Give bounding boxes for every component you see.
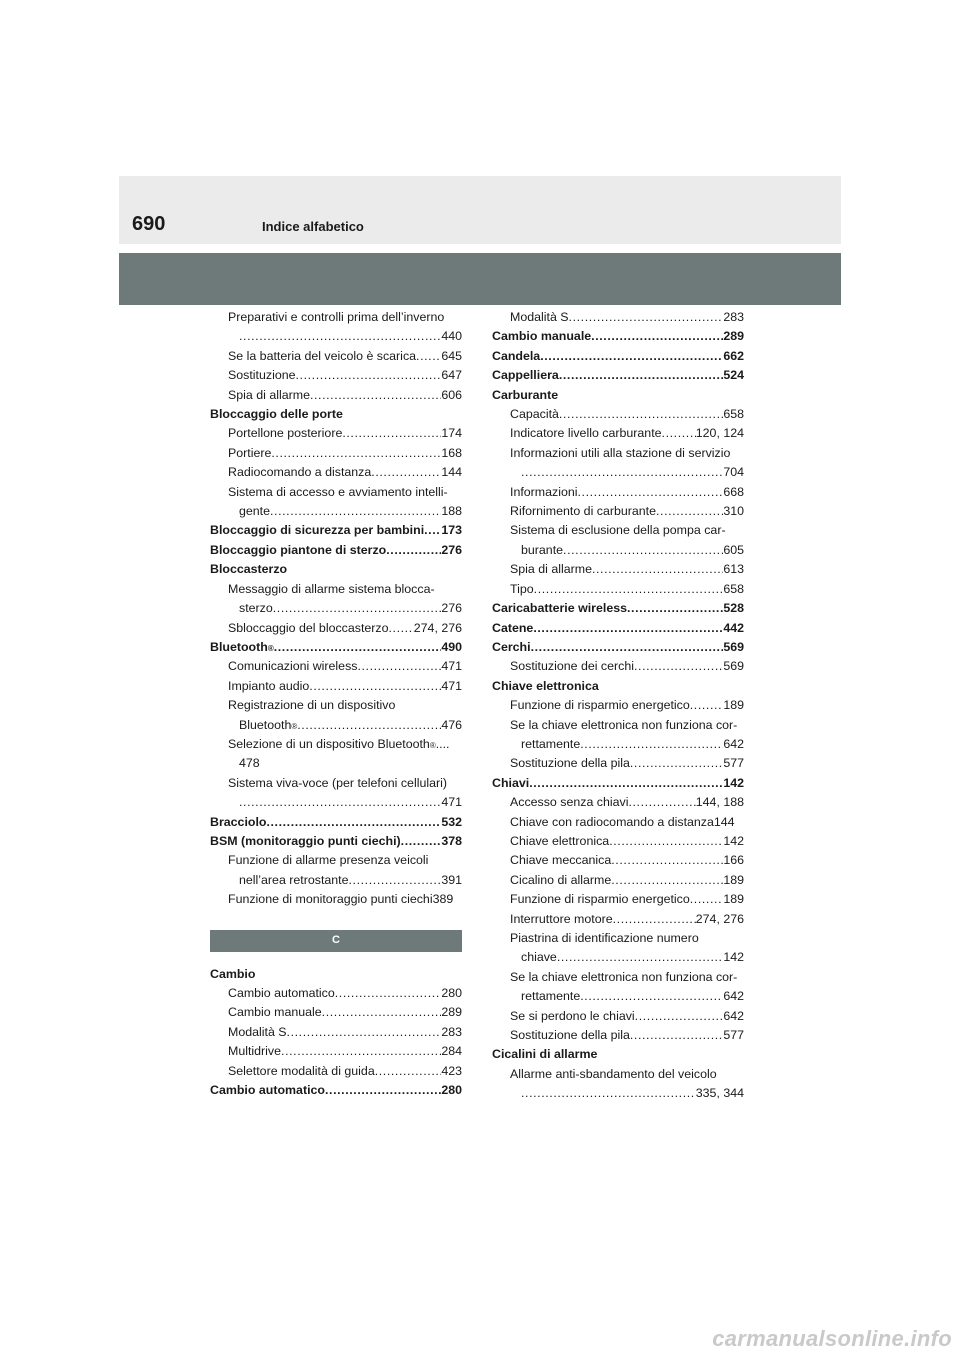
index-entry-page: 642 (723, 736, 744, 751)
index-entry-text: Cambio automatico (228, 986, 335, 1000)
index-entry-text: Radiocomando a distanza (228, 465, 372, 480)
index-entry-page: 569 (723, 659, 744, 674)
leader-dots (580, 987, 723, 1006)
index-entry-text: Se la chiave elettronica non funziona cor- (510, 969, 738, 984)
index-entry (210, 308, 462, 327)
index-entry-text: Se la chiave elettronica non funziona cor- (510, 717, 738, 732)
leader-dots (297, 716, 441, 735)
index-entry-text: Informazioni utili alla stazione di servizio (510, 445, 731, 460)
index-entry-page: 289 (723, 329, 744, 344)
index-entry-text: chiave (521, 950, 557, 965)
leader-dots (611, 851, 723, 870)
leader-dots (296, 366, 442, 385)
index-entry-text: rettamente (521, 736, 581, 751)
index-entry-text: Funzione di risparmio energetico (510, 698, 690, 713)
leader-dots (690, 890, 724, 909)
index-entry (492, 580, 744, 599)
index-entry (210, 832, 462, 851)
index-entry (492, 968, 744, 987)
index-entry-text: Spia di allarme (510, 562, 592, 577)
index-entry-text: Multidrive (228, 1044, 282, 1059)
leader-dots (580, 735, 723, 754)
index-entry (210, 984, 462, 1003)
index-entry (210, 851, 462, 870)
index-entry-text: Cambio manuale (228, 1005, 322, 1020)
index-entry (492, 716, 744, 735)
index-entry (210, 580, 462, 599)
index-entry-text: Comunicazioni wireless (228, 659, 358, 674)
index-entry-page: 276 (441, 542, 462, 557)
index-entry (492, 638, 744, 657)
index-entry-page: 569 (723, 639, 744, 654)
leader-dots (521, 463, 723, 482)
leader-dots (371, 463, 441, 482)
index-entry-text: Interruttore motore (510, 911, 613, 926)
leader-dots (628, 793, 695, 812)
index-entry-text: Informazioni (510, 484, 578, 499)
index-entry (492, 890, 744, 909)
index-entry-text: Preparativi e controlli prima dell’inverno (228, 310, 445, 324)
index-entry-page: 173 (441, 523, 462, 538)
index-entry (210, 1062, 462, 1081)
index-entry (492, 424, 744, 443)
index-entry (210, 965, 462, 984)
index-entry (492, 929, 744, 948)
index-entry-text: Chiave elettronica (510, 833, 610, 848)
leader-dots (375, 1062, 442, 1081)
index-entry-text: Capacità (510, 407, 559, 422)
index-entry (492, 987, 744, 1006)
index-entry-page: 335, 344 (695, 1086, 744, 1101)
index-entry-page: 189 (723, 872, 744, 887)
index-entry (210, 483, 462, 502)
index-entry-text: Funzione di monitoraggio punti ciechi389 (228, 892, 454, 907)
leader-dots (592, 560, 723, 579)
index-entry (492, 308, 744, 327)
index-entry-text: Cambio (210, 966, 256, 981)
index-column-right (492, 308, 744, 1104)
index-entry-text: Bloccaggio delle porte (210, 407, 343, 422)
index-entry-page: 471 (441, 678, 462, 693)
index-entry-text: Funzione di risparmio energetico (510, 892, 690, 907)
index-entry-text: Spia di allarme (228, 387, 310, 402)
index-entry (492, 948, 744, 967)
index-entry-text: gente (239, 504, 271, 519)
index-entry-text: Chiave meccanica (510, 853, 612, 868)
leader-dots (389, 619, 414, 638)
index-entry (492, 735, 744, 754)
index-entry (210, 424, 462, 443)
leader-dots (274, 638, 442, 657)
header-band (119, 253, 841, 305)
index-entry (210, 871, 462, 890)
index-entry-page: 166 (723, 853, 744, 868)
index-entry-page: 174 (441, 426, 462, 441)
index-entry (210, 774, 462, 793)
index-entry (492, 599, 744, 618)
leader-dots (287, 1023, 442, 1042)
index-entry-text: Cicalini di allarme (492, 1047, 598, 1062)
index-entry (492, 366, 744, 385)
index-entry (492, 813, 744, 832)
index-entry-text: Tipo (510, 581, 534, 596)
index-entry-page: 280 (441, 986, 462, 1000)
letter-heading-label: C (332, 933, 340, 946)
leader-dots (424, 521, 441, 540)
watermark: carmanualsonline.info (712, 1326, 952, 1351)
index-entry: Bluetooth ® ..... 476 (210, 716, 462, 735)
leader-dots (239, 327, 441, 346)
leader-dots (690, 696, 724, 715)
index-entry (492, 696, 744, 715)
leader-dots (342, 424, 441, 443)
index-entry-page: 310 (723, 504, 744, 519)
leader-dots (609, 832, 723, 851)
leader-dots (630, 1026, 723, 1045)
index-list-right (492, 308, 744, 1104)
index-entry-page: 274, 276 (413, 620, 462, 635)
index-entry (492, 1065, 744, 1084)
index-entry (210, 890, 462, 909)
page-header (119, 176, 841, 244)
leader-dots (273, 599, 442, 618)
index-entry-text: Selezione di un dispositivo Bluetooth (228, 736, 430, 751)
index-entry-page: 668 (723, 484, 744, 499)
leader-dots (630, 754, 723, 773)
index-entry-page: 289 (441, 1005, 462, 1020)
leader-dots (591, 327, 723, 346)
index-entry (492, 347, 744, 366)
index-entry-text: Se la batteria del veicolo è scarica (228, 348, 417, 363)
index-entry (210, 813, 462, 832)
index-entry-page: 120, 124 (695, 426, 744, 441)
leader-dots (521, 1084, 696, 1103)
index-entry-text: Piastrina di identificazione numero (510, 931, 699, 945)
index-entry-text: Cappelliera (492, 368, 559, 383)
index-entry-page: 283 (441, 1024, 462, 1039)
index-entry-page: 606 (441, 387, 462, 402)
leader-dots (534, 580, 724, 599)
index-entry-text: Sbloccaggio del bloccasterzo (228, 620, 389, 635)
index-entry (210, 386, 462, 405)
index-entry-page: 280 (441, 1083, 462, 1098)
leader-dots (559, 366, 724, 385)
index-entry-text: Chiave con radiocomando a distanza144 (510, 814, 735, 829)
leader-dots (557, 948, 723, 967)
index-entry-text: Impianto audio (228, 678, 310, 693)
index-entry-text: burante (521, 542, 564, 557)
index-entry-page: 490 (441, 639, 462, 654)
index-entry-page: 471 (441, 659, 462, 674)
index-entry-page: 532 (441, 814, 462, 829)
index-entry (210, 366, 462, 385)
index-entry-text: Cambio automatico (210, 1083, 325, 1098)
index-entry (492, 793, 744, 812)
index-entry-page: 704 (723, 465, 744, 480)
index-entry-page: 142 (723, 775, 744, 790)
index-entry-page: 276 (441, 601, 462, 616)
index-entry (492, 910, 744, 929)
leader-dots (386, 541, 441, 560)
index-entry (210, 619, 462, 638)
index-entry-text: Bluetooth (210, 639, 268, 654)
index-entry-page: 528 (723, 601, 744, 616)
index-entry-page: 144 (441, 465, 462, 480)
index-entry-page: 142 (723, 950, 744, 965)
leader-dots (662, 424, 696, 443)
index-entry (492, 832, 744, 851)
index-entry (492, 677, 744, 696)
index-entry (492, 619, 744, 638)
index-entry-text: Sistema di accesso e avviamento intelli- (228, 484, 448, 499)
index-entry-page: 642 (723, 989, 744, 1004)
leader-dots (611, 871, 723, 890)
index-entry (210, 541, 462, 560)
index-entry-text: Indicatore livello carburante (510, 426, 662, 441)
leader-dots (627, 599, 723, 618)
leader-dots (322, 1003, 442, 1022)
leader-dots (635, 1007, 724, 1026)
index-column-left (210, 308, 462, 1100)
index-entry (210, 696, 462, 715)
index-entry-text: Funzione di allarme presenza veicoli (228, 853, 429, 868)
leader-dots (540, 347, 723, 366)
index-entry (492, 871, 744, 890)
index-entry-page: 391 (441, 872, 462, 887)
index-entry-text: Sostituzione della pila (510, 756, 630, 771)
index-entry-text: Sistema viva-voce (per telefoni cellulari) (228, 775, 447, 790)
leader-dots (529, 774, 723, 793)
leader-dots (266, 813, 441, 832)
leader-dots (569, 308, 724, 327)
index-entry (210, 327, 462, 346)
index-entry-page: 188 (441, 504, 462, 519)
index-entry-text: Chiave elettronica (492, 678, 599, 693)
index-entry (492, 754, 744, 773)
index-entry-text: 478 (239, 756, 260, 771)
leader-dots (401, 832, 442, 851)
letter-heading-c (210, 930, 462, 952)
index-entry (492, 463, 744, 482)
index-entry-page: 642 (723, 1008, 744, 1023)
index-entry-page: 658 (723, 407, 744, 422)
index-entry (210, 521, 462, 540)
index-entry-text: Cambio manuale (492, 329, 592, 344)
index-entry-text: Modalità S (510, 310, 569, 324)
index-entry-text: Bracciolo (210, 814, 267, 829)
index-entry-page: 471 (441, 795, 462, 810)
index-entry-text: Bluetooth (239, 717, 292, 732)
index-entry-text: Bloccaggio piantone di sterzo (210, 542, 387, 557)
page-number: 690 (132, 213, 166, 235)
leader-dots (559, 405, 723, 424)
index-entry (492, 1026, 744, 1045)
index-entry-text: Bloccasterzo (210, 562, 288, 577)
index-entry (492, 483, 744, 502)
index-entry-text: nell’area retrostante (239, 872, 349, 887)
index-entry (210, 405, 462, 424)
index-entry (210, 347, 462, 366)
index-entry: Selezione di un dispositivo Bluetooth ® .... (210, 735, 462, 754)
index-entry-text: sterzo (239, 601, 273, 616)
index-entry-text: BSM (monitoraggio punti ciechi) (210, 833, 401, 848)
index-entry (210, 502, 462, 521)
leader-dots (416, 347, 441, 366)
index-entry (210, 793, 462, 812)
index-entry-text: Portiere (228, 445, 272, 460)
index-entry-text: Accesso senza chiavi (510, 795, 629, 810)
index-entry-page: 658 (723, 581, 744, 596)
index-entry (492, 405, 744, 424)
index-entry-page: 378 (441, 833, 462, 848)
index-entry (492, 1007, 744, 1026)
leader-dots (271, 444, 441, 463)
index-entry (210, 599, 462, 618)
index-entry-text: Se si perdono le chiavi (510, 1008, 635, 1023)
leader-dots (578, 483, 724, 502)
index-entry-page: 283 (723, 310, 744, 324)
index-entry-page: .... (435, 736, 450, 751)
index-entry-text: Chiavi (492, 775, 530, 790)
section-title: Indice alfabetico (262, 219, 364, 234)
index-entry-text: Carburante (492, 387, 559, 402)
index-entry (210, 1003, 462, 1022)
leader-dots (357, 657, 441, 676)
index-entry (210, 1042, 462, 1061)
leader-dots (325, 1081, 441, 1100)
index-entry-page: 577 (723, 756, 744, 771)
index-entry-text: Catene (492, 620, 534, 635)
index-entry-text: Candela (492, 348, 541, 363)
index-entry-text: Allarme anti-sbandamento del veicolo (510, 1066, 717, 1081)
index-entry-text: Sostituzione dei cerchi (510, 659, 634, 674)
index-entry-text: Sostituzione (228, 368, 296, 383)
leader-dots (239, 793, 441, 812)
index-list-left-after (210, 965, 462, 1101)
index-entry-page: 423 (441, 1063, 462, 1078)
index-entry-text: Portellone posteriore (228, 426, 343, 441)
index-entry-page: 168 (441, 445, 462, 460)
index-entry-text: Registrazione di un dispositivo (228, 698, 396, 713)
index-entry-text: Sistema di esclusione della pompa car- (510, 523, 726, 538)
leader-dots (563, 541, 723, 560)
index-entry-page: 189 (723, 892, 744, 907)
index-entry (492, 502, 744, 521)
leader-dots (613, 910, 696, 929)
index-entry (492, 541, 744, 560)
index-entry (492, 386, 744, 405)
index-entry (210, 754, 462, 773)
leader-dots (349, 871, 442, 890)
index-entry-text: Bloccaggio di sicurezza per bambini (210, 523, 425, 538)
leader-dots (531, 638, 724, 657)
index-entry-page: 284 (441, 1044, 462, 1059)
index-entry-page: 142 (723, 833, 744, 848)
index-entry-text: Selettore modalità di guida (228, 1063, 375, 1078)
index-entry (492, 444, 744, 463)
index-entry-text: Rifornimento di carburante (510, 504, 657, 519)
leader-dots (634, 657, 723, 676)
index-entry-text: Messaggio di allarme sistema blocca- (228, 581, 435, 596)
index-entry-page: 645 (441, 348, 462, 363)
index-entry-text: Cicalino di allarme (510, 872, 612, 887)
index-entry-page: 189 (723, 698, 744, 713)
leader-dots (335, 984, 442, 1003)
index-entry (492, 774, 744, 793)
leader-dots (310, 386, 441, 405)
index-entry-text: Modalità S (228, 1024, 287, 1039)
leader-dots (656, 502, 723, 521)
index-entry (210, 1081, 462, 1100)
leader-dots (270, 502, 441, 521)
index-entry (210, 560, 462, 579)
index-entry-page: 440 (441, 329, 462, 344)
index-entry (492, 1045, 744, 1064)
index-entry (492, 560, 744, 579)
index-list-left (210, 308, 462, 910)
index-entry-page: 613 (723, 562, 744, 577)
index-entry-page: 274, 276 (695, 911, 744, 926)
leader-dots (281, 1042, 441, 1061)
index-entry-page: 144, 188 (695, 795, 744, 810)
index-entry (492, 1084, 744, 1103)
index-entry-page: 442 (723, 620, 744, 635)
index-entry-text: Sostituzione della pila (510, 1028, 630, 1043)
index-entry-page: 605 (723, 542, 744, 557)
index-entry (210, 657, 462, 676)
index-entry (492, 521, 744, 540)
index-entry-text: rettamente (521, 989, 581, 1004)
index-entry (492, 657, 744, 676)
leader-dots (533, 619, 723, 638)
index-entry-page: 647 (441, 368, 462, 383)
index-entry-text: Caricabatterie wireless (492, 601, 627, 616)
index-entry-text: Cerchi (492, 639, 531, 654)
index-entry (210, 463, 462, 482)
index-entry (492, 327, 744, 346)
index-entry (210, 444, 462, 463)
index-entry: Bluetooth ® ..... 490 (210, 638, 462, 657)
index-entry-page: 662 (723, 348, 744, 363)
index-entry-page: 524 (723, 368, 744, 383)
index-entry (210, 677, 462, 696)
index-entry (210, 1023, 462, 1042)
index-entry-page: 577 (723, 1028, 744, 1043)
index-entry (492, 851, 744, 870)
index-entry-page: 476 (441, 717, 462, 732)
leader-dots (309, 677, 441, 696)
